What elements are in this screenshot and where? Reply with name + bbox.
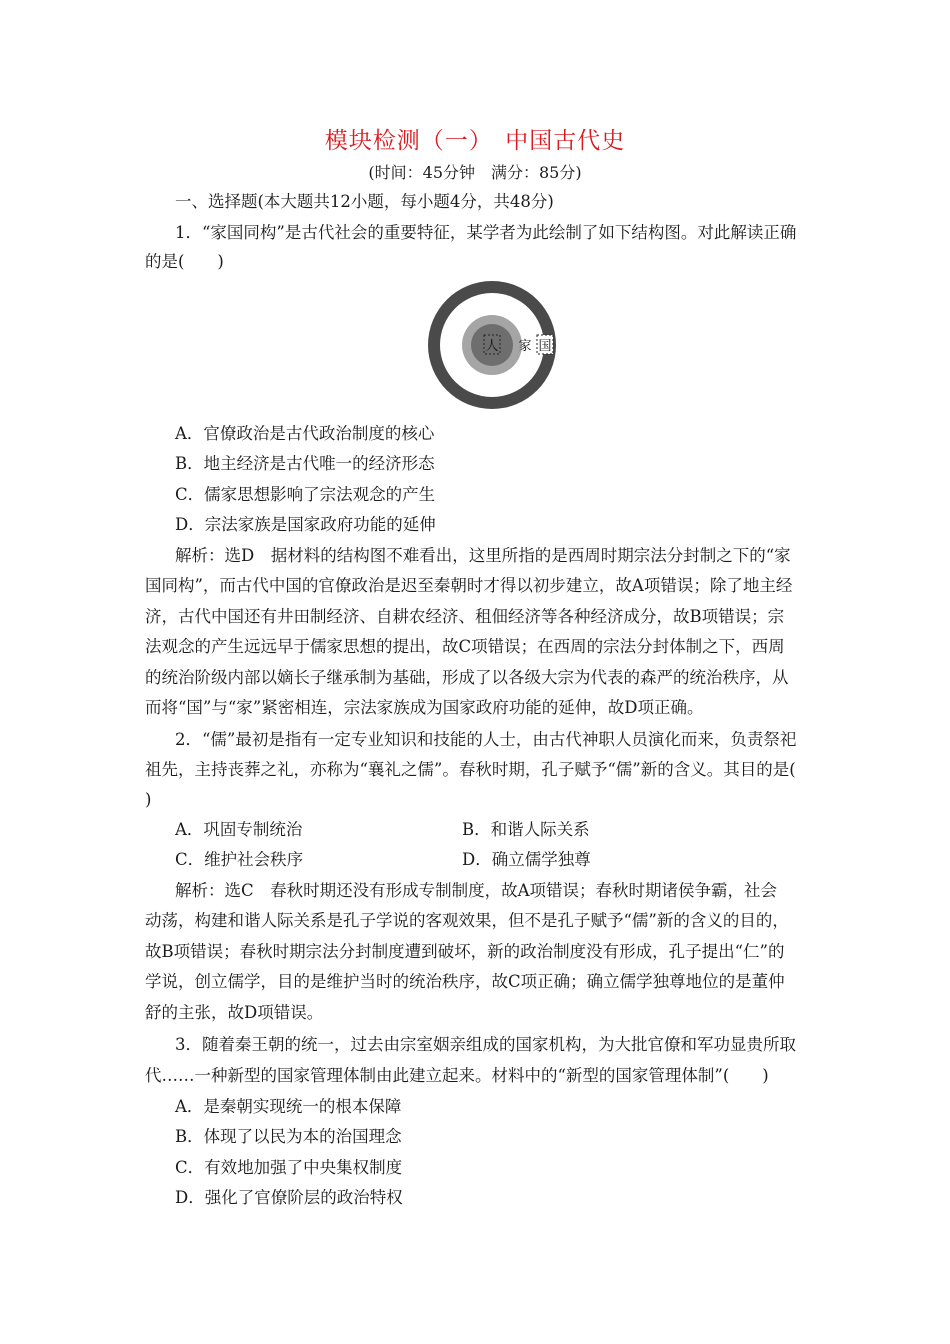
q2-option-d: D．确立儒学独尊 bbox=[462, 850, 591, 869]
q1-analysis-line2: 国同构”，而古代中国的官僚政治是迟至秦朝时才得以初步建立，故A项错误；除了地主经 bbox=[145, 576, 793, 595]
q3-option-c: C．有效地加强了中央集权制度 bbox=[175, 1158, 403, 1177]
q1-stem-line2: 的是( ) bbox=[145, 252, 224, 271]
q2-stem-line1: 2．“儒”最初是指有一定专业知识和技能的人士，由古代神职人员演化而来，负责祭祀 bbox=[175, 730, 797, 749]
q2-option-a: A．巩固专制统治 bbox=[175, 820, 303, 839]
q3-option-b: B．体现了以民为本的治国理念 bbox=[175, 1127, 402, 1146]
family-label: 家 bbox=[518, 339, 532, 354]
q1-stem-line1: 1．“家国同构”是古代社会的重要特征，某学者为此绘制了如下结构图。对此解读正确 bbox=[175, 223, 797, 242]
q1-analysis-line5: 的统治阶级内部以嫡长子继承制为基础，形成了以各级大宗为代表的森严的统治秩序，从 bbox=[145, 668, 789, 687]
q1-option-c: C．儒家思想影响了宗法观念的产生 bbox=[175, 485, 436, 504]
page-subtitle: (时间：45分钟 满分：85分) bbox=[368, 163, 582, 182]
q2-stem-line3: ) bbox=[145, 790, 152, 809]
q1-analysis-line1: 解析：选D 据材料的结构图不难看出，这里所指的是西周时期宗法分封制之下的“家 bbox=[175, 546, 791, 565]
q1-analysis-line4: 法观念的产生远远早于儒家思想的提出，故C项错误；在西周的宗法分封体制之下，西周 bbox=[145, 637, 785, 656]
q3-stem-line2: 代……一种新型的国家管理体制由此建立起来。材料中的“新型的国家管理体制”( ) bbox=[145, 1066, 769, 1085]
q2-analysis-line4: 学说，创立儒学，目的是维护当时的统治秩序，故C项正确；确立儒学独尊地位的是董仲 bbox=[145, 972, 785, 991]
q1-option-d: D．宗法家族是国家政府功能的延伸 bbox=[175, 515, 436, 534]
page-title: 模块检测（一） 中国古代史 bbox=[324, 128, 626, 154]
q2-analysis-line1: 解析：选C 春秋时期还没有形成专制制度，故A项错误；春秋时期诸侯争霸，社会 bbox=[175, 881, 778, 900]
q2-option-c: C．维护社会秩序 bbox=[175, 850, 304, 869]
q2-option-b: B．和谐人际关系 bbox=[462, 820, 590, 839]
q3-option-d: D．强化了官僚阶层的政治特权 bbox=[175, 1188, 403, 1207]
q3-option-a: A．是秦朝实现统一的根本保障 bbox=[175, 1097, 402, 1116]
state-label: 国 bbox=[538, 339, 552, 354]
q1-analysis-line3: 济，古代中国还有井田制经济、自耕农经济、租佃经济等各种经济成分，故B项错误；宗 bbox=[145, 607, 785, 626]
q1-analysis-line6: 而将“国”与“家”紧密相连，宗法家族成为国家政府功能的延伸，故D项正确。 bbox=[145, 698, 704, 717]
section-heading: 一、选择题(本大题共12小题，每小题4分，共48分) bbox=[175, 192, 554, 211]
q1-option-b: B．地主经济是古代唯一的经济形态 bbox=[175, 454, 435, 473]
family-state-diagram bbox=[426, 281, 558, 409]
q2-analysis-line3: 故B项错误；春秋时期宗法分封制度遭到破坏，新的政治制度没有形成，孔子提出“仁”的 bbox=[145, 942, 785, 961]
q2-analysis-line5: 舒的主张，故D项错误。 bbox=[145, 1003, 324, 1022]
q3-stem-line1: 3．随着秦王朝的统一，过去由宗室姻亲组成的国家机构，为大批官僚和军功显贵所取 bbox=[175, 1035, 796, 1054]
person-label: 人 bbox=[485, 339, 499, 354]
q1-option-a: A．官僚政治是古代政治制度的核心 bbox=[175, 424, 435, 443]
q2-analysis-line2: 动荡，构建和谐人际关系是孔子学说的客观效果，但不是孔子赋予“儒”新的含义的目的， bbox=[145, 911, 789, 930]
q2-stem-line2: 祖先，主持丧葬之礼，亦称为“襄礼之儒”。春秋时期，孔子赋予“儒”新的含义。其目的是( bbox=[145, 760, 796, 779]
